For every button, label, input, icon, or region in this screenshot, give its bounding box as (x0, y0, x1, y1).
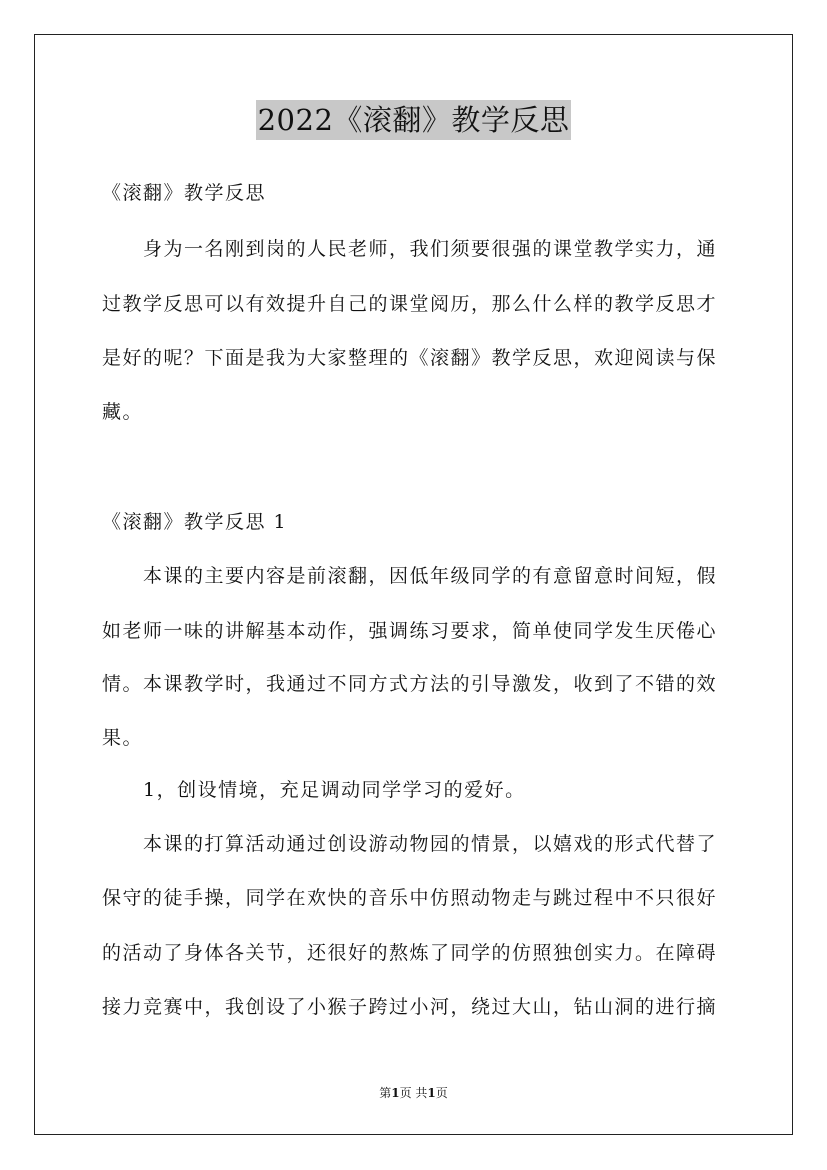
paragraph-2-line-1: 本课的打算活动通过创设游动物园的情景，以嬉戏的形式代替了 (143, 833, 718, 855)
paragraph-2-line-2: 保守的徒手操，同学在欢快的音乐中仿照动物走与跳过程中不只很好 (102, 887, 718, 909)
intro-line-1: 身为一名刚到岗的人民老师，我们须要很强的课堂教学实力，通 (143, 238, 718, 260)
footer-page-number: 1 (391, 1086, 400, 1100)
footer-total-pages: 1 (427, 1086, 436, 1100)
paragraph-1-line-4: 果。 (102, 727, 144, 749)
intro-line-2: 过教学反思可以有效提升自己的课堂阅历，那么什么样的教学反思才 (102, 293, 718, 315)
section-heading-1: 《滚翻》教学反思 1 (102, 511, 288, 533)
paragraph-2-line-3: 的活动了身体各关节，还很好的熬炼了同学的仿照独创实力。在障碍 (102, 942, 718, 964)
paragraph-1-line-2: 如老师一味的讲解基本动作，强调练习要求，简单使同学发生厌倦心 (102, 620, 718, 642)
document-title: 2022《滚翻》教学反思 (256, 100, 572, 140)
subtitle: 《滚翻》教学反思 (102, 182, 267, 204)
title-container (0, 100, 827, 140)
point-1: 1，创设情境，充足调动同学学习的爱好。 (143, 779, 526, 801)
footer-mid: 页 共 (399, 1086, 428, 1100)
intro-line-3: 是好的呢？下面是我为大家整理的《滚翻》教学反思，欢迎阅读与保 (102, 347, 718, 369)
intro-line-4: 藏。 (102, 401, 144, 423)
paragraph-1-line-1: 本课的主要内容是前滚翻，因低年级同学的有意留意时间短，假 (143, 565, 718, 587)
footer-prefix: 第 (379, 1086, 392, 1100)
footer-suffix: 页 (435, 1086, 448, 1100)
paragraph-2-line-4: 接力竞赛中，我创设了小猴子跨过小河，绕过大山，钻山洞的进行摘 (102, 996, 718, 1018)
paragraph-1-line-3: 情。本课教学时，我通过不同方式方法的引导激发，收到了不错的效 (102, 673, 718, 695)
page-footer (0, 1085, 827, 1101)
